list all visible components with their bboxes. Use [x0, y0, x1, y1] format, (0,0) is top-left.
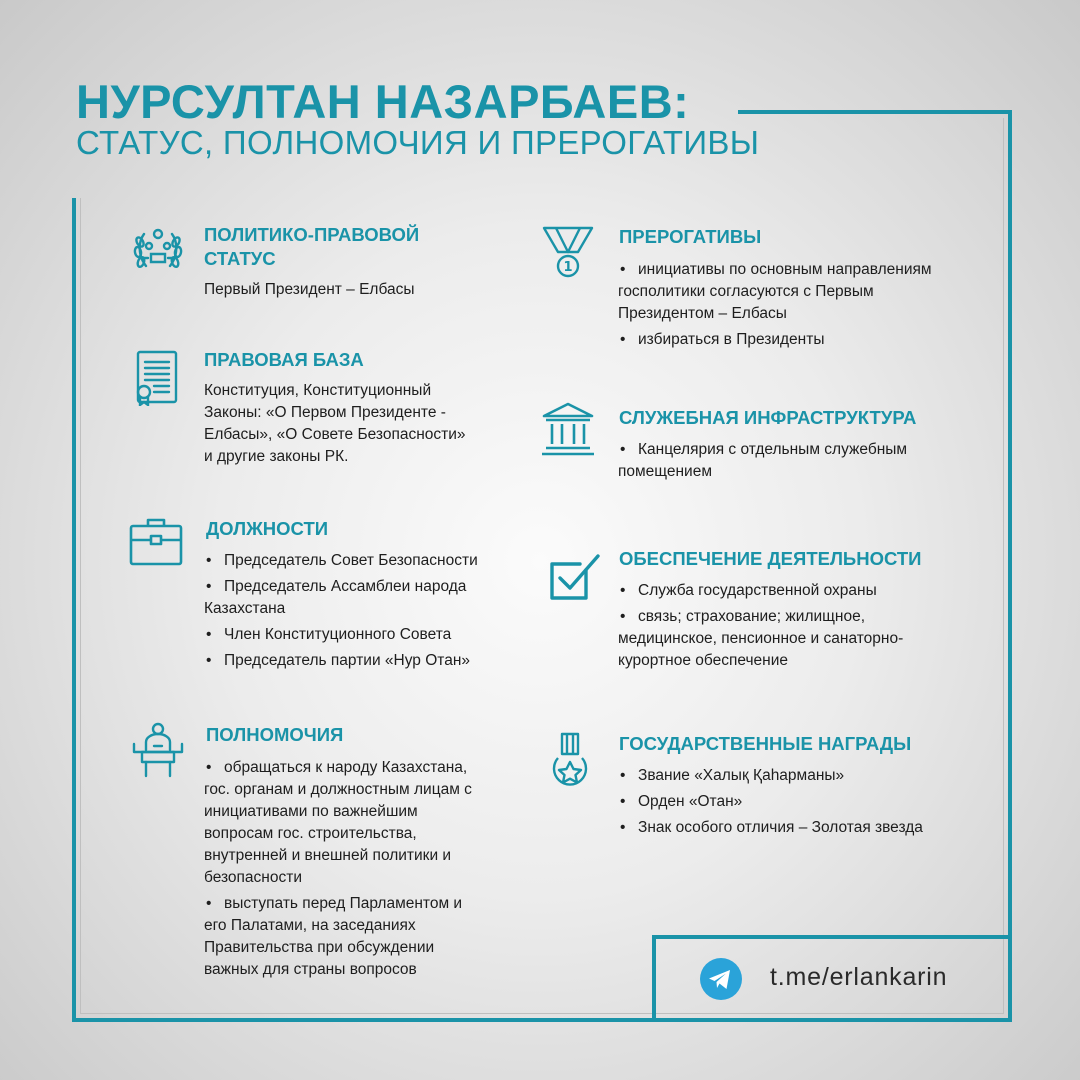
government-building-icon — [540, 400, 596, 456]
frame-left-line — [72, 198, 76, 1022]
prerogatives-item: • избираться в Президенты — [618, 329, 938, 351]
prerogatives-item: • инициативы по основным направлениям госполитики согласуются с Первым Президентом – Елбасы — [618, 259, 938, 325]
frame-top-right-line — [738, 110, 1012, 114]
footer-box-left-line — [652, 935, 656, 1022]
positions-item: • Председатель партии «Нур Отан» — [204, 650, 504, 672]
inner-frame-bottom-line — [80, 1013, 1004, 1014]
legal-title: ПРАВОВАЯ БАЗА — [204, 349, 364, 370]
powers-list — [204, 757, 488, 985]
status-text: Первый Президент – Елбасы — [204, 281, 415, 298]
infrastructure-item: • Канцелярия с отдельным служебным помещением — [618, 439, 938, 483]
inner-frame-right-line — [1003, 118, 1004, 1014]
positions-item: • Член Конституционного Совета — [204, 624, 504, 646]
status-title-line1: ПОЛИТИКО-ПРАВОВОЙ — [204, 224, 420, 245]
awards-item: • Орден «Отан» — [618, 791, 958, 813]
awards-item: • Знак особого отличия – Золотая звезда — [618, 817, 958, 839]
positions-title: ДОЛЖНОСТИ — [206, 518, 329, 539]
page-title: НУРСУЛТАН НАЗАРБАЕВ: — [76, 75, 690, 128]
telegram-icon[interactable] — [700, 958, 742, 1000]
support-item: • Служба государственной охраны — [618, 580, 938, 602]
awards-list — [618, 765, 958, 843]
frame-right-line — [1008, 110, 1012, 1022]
positions-item: • Председатель Ассамблеи народа Казахстана — [204, 576, 504, 620]
status-title-line2: СТАТУС — [204, 248, 276, 269]
awards-title: ГОСУДАРСТВЕННЫЕ НАГРАДЫ — [619, 733, 912, 754]
infrastructure-list — [618, 439, 938, 487]
positions-item: • Председатель Совет Безопасности — [204, 550, 504, 572]
frame-bottom-line — [72, 1018, 1012, 1022]
legal-line: Елбасы», «О Совете Безопасности» — [204, 426, 466, 443]
legal-line: Законы: «О Первом Президенте - — [204, 404, 446, 421]
legal-line: и другие законы РК. — [204, 448, 349, 465]
page-subtitle: СТАТУС, ПОЛНОМОЧИЯ И ПРЕРОГАТИВЫ — [76, 124, 760, 161]
awards-item: • Звание «Халық Қаһарманы» — [618, 765, 958, 787]
podium-speaker-icon — [130, 722, 186, 778]
legal-line: Конституция, Конституционный — [204, 382, 432, 399]
legal-text — [204, 380, 504, 468]
document-seal-icon — [128, 350, 184, 406]
support-list — [618, 580, 938, 676]
powers-item: • выступать перед Парламентом и его Палатами, на заседаниях Правительства при обсуждении важных для страны вопросов — [204, 893, 488, 981]
infrastructure-title: СЛУЖЕБНАЯ ИНФРАСТРУКТУРА — [619, 407, 917, 428]
support-title: ОБЕСПЕЧЕНИЕ ДЕЯТЕЛЬНОСТИ — [619, 548, 922, 569]
footer-box-top-line — [652, 935, 1008, 939]
powers-title: ПОЛНОМОЧИЯ — [206, 724, 344, 745]
briefcase-icon — [128, 512, 184, 568]
prerogatives-title: ПРЕРОГАТИВЫ — [619, 226, 762, 247]
positions-list — [204, 550, 504, 676]
prerogatives-list — [618, 259, 938, 355]
telegram-link[interactable]: t.me/erlankarin — [770, 963, 948, 991]
medal-ribbon-icon — [540, 222, 596, 278]
checkbox-tick-icon — [546, 548, 602, 604]
star-medal-icon — [542, 732, 598, 788]
svg-text:1: 1 — [563, 260, 573, 275]
inner-frame-left-line — [80, 198, 81, 1013]
support-item: • связь; страхование; жилищное, медицинское, пенсионное и санаторно-курортное обеспечение — [618, 606, 938, 672]
laurel-people-icon — [130, 222, 186, 278]
powers-item: • обращаться к народу Казахстана, гос. органам и должностным лицам с инициативами по важнейшим вопросам гос. строительства, внутренней и внешней политики и безопасности — [204, 757, 488, 889]
